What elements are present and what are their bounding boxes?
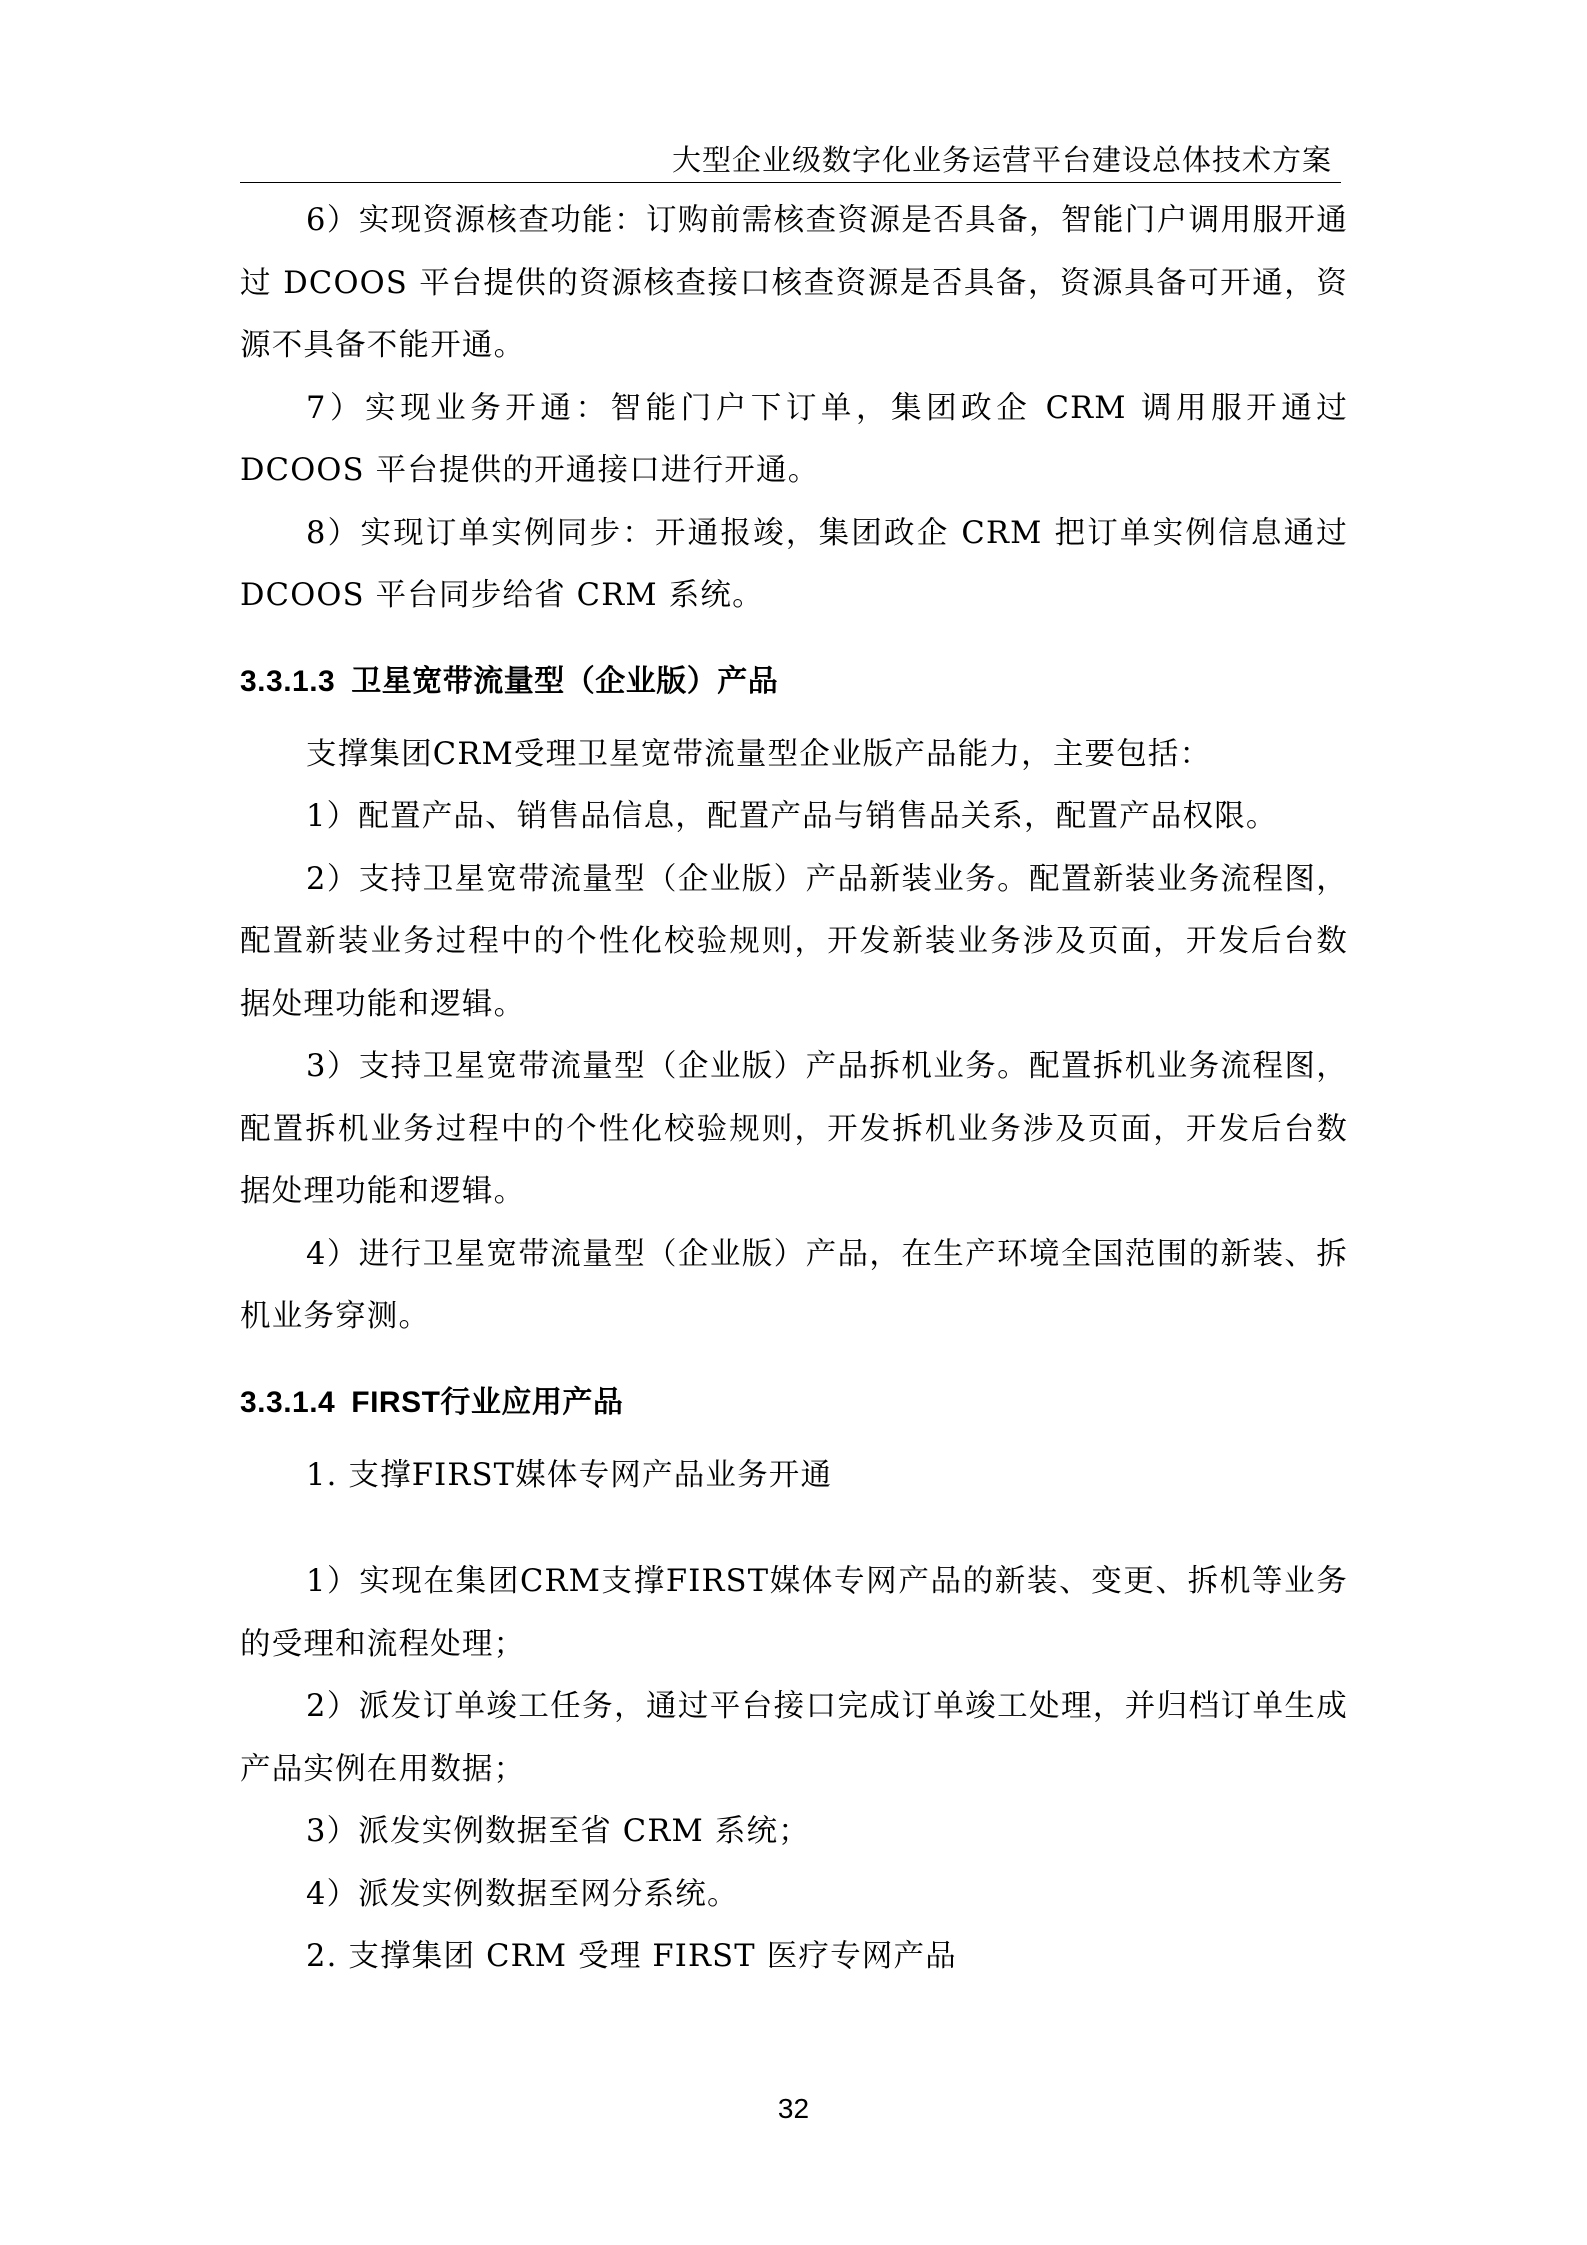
section-number: 3.3.1.4: [240, 1385, 336, 1419]
document-body: [240, 190, 1348, 1989]
section-heading-satellite: [240, 640, 1348, 724]
list-item: 2）支持卫星宽带流量型（企业版）产品新装业务。配置新装业务流程图，配置新装业务过程中的个性化校验规则，开发新装业务涉及页面，开发后台数据处理功能和逻辑。: [240, 861, 1348, 1022]
paragraph-intro: 支撑集团CRM受理卫星宽带流量型企业版产品能力，主要包括：: [306, 736, 1212, 772]
list-item: 3）派发实例数据至省 CRM 系统；: [306, 1814, 810, 1849]
paragraph-service-activation: 7）实现业务开通：智能门户下订单，集团政企 CRM 调用服开通过 DCOOS 平台提供的开通接口进行开通。: [240, 390, 1348, 488]
page-number: 32: [777, 2093, 810, 2124]
header-divider: [240, 182, 1341, 183]
page-header-title: 大型企业级数字化业务运营平台建设总体技术方案: [671, 143, 1332, 177]
list-item: 4）进行卫星宽带流量型（企业版）产品，在生产环境全国范围的新装、拆机业务穿测。: [240, 1236, 1348, 1334]
numbered-item: 2. 支撑集团 CRM 受理 FIRST 医疗专网产品: [306, 1939, 957, 1974]
list-item: 2）派发订单竣工任务，通过平台接口完成订单竣工处理，并归档订单生成产品实例在用数据；: [240, 1689, 1348, 1787]
list-item: 1）配置产品、销售品信息，配置产品与销售品关系，配置产品权限。: [306, 799, 1278, 834]
section-number: 3.3.1.3: [240, 664, 336, 698]
list-item: 4）派发实例数据至网分系统。: [306, 1876, 739, 1912]
list-item: 1）实现在集团CRM支撑FIRST媒体专网产品的新装、变更、拆机等业务的受理和流程处理；: [240, 1564, 1348, 1662]
section-heading-first: [240, 1361, 1348, 1445]
numbered-item: 1. 支撑FIRST媒体专网产品业务开通: [306, 1457, 833, 1493]
list-item: 3）支持卫星宽带流量型（企业版）产品拆机业务。配置拆机业务流程图，配置拆机业务过程中的个性化校验规则，开发拆机业务涉及页面，开发后台数据处理功能和逻辑。: [240, 1049, 1348, 1209]
paragraph-order-sync: 8）实现订单实例同步：开通报竣，集团政企 CRM 把订单实例信息通过 DCOOS 平台同步给省 CRM 系统。: [240, 515, 1348, 613]
section-title: 卫星宽带流量型（企业版）产品: [351, 664, 779, 698]
paragraph-resource-check: 6）实现资源核查功能：订购前需核查资源是否具备，智能门户调用服开通过 DCOOS 平台提供的资源核查接口核查资源是否具备，资源具备可开通，资源不具备不能开通。: [240, 203, 1348, 363]
section-title: FIRST行业应用产品: [351, 1385, 624, 1419]
